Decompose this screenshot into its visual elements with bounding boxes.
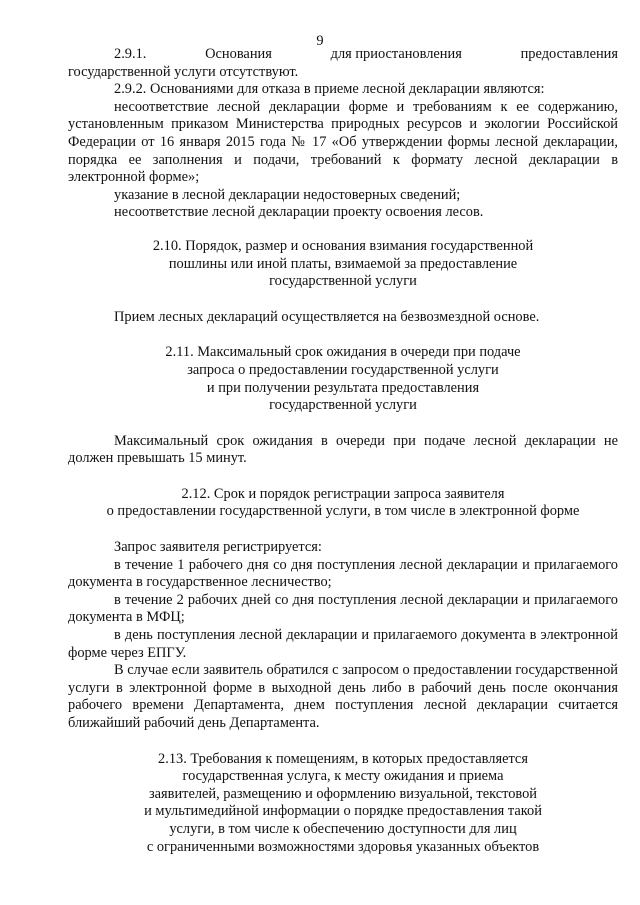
document-body: [68, 46, 618, 856]
heading-line: 2.10. Порядок, размер и основания взимания государственной: [152, 237, 534, 254]
registration-term-item: в течение 2 рабочих дней со дня поступления лесной декларации и прилагаемого документа в МФЦ;: [68, 591, 618, 626]
heading-line: 2.13. Требования к помещениям, в которых предоставляется: [158, 750, 528, 767]
refusal-ground-item: несоответствие лесной декларации форме и требованиям к ее содержанию, установленным приказом Министерства природных ресурсов и экологии Российской Федерации от 16 января 2015 года № 17 «Об утверждении формы лесной декларации, порядка ее заполнения и подачи, требований к формату лесной декларации в электронной форме»;: [68, 98, 618, 186]
page-number: 9: [316, 33, 324, 49]
heading-line: 2.12. Срок и порядок регистрации запроса заявителя: [181, 485, 505, 502]
section-heading-2-13: [68, 751, 618, 857]
heading-line: с ограниченными возможностями здоровья указанных объектов: [146, 838, 540, 855]
paragraph-2-9-1-word: для приостановления: [330, 46, 462, 62]
section-2-10-text: Прием лесных деклараций осуществляется на безвозмездной основе.: [114, 308, 540, 325]
section-2-11-text: Максимальный срок ожидания в очереди при подаче лесной декларации не должен превышать 15 минут.: [68, 432, 618, 467]
heading-line: заявителей, размещению и оформлению визуальной, текстовой: [148, 785, 538, 802]
heading-line: и при получении результата предоставления: [206, 379, 480, 396]
paragraph-2-9-1-word: предоставления: [520, 46, 618, 62]
paragraph-2-9-1-continuation: государственной услуги отсутствуют.: [68, 63, 299, 80]
heading-line: и мультимедийной информации о порядке предоставления такой: [144, 803, 542, 820]
registration-term-item: в течение 1 рабочего дня со дня поступления лесной декларации и прилагаемого документа в государственное лесничество;: [68, 556, 618, 591]
section-heading-2-11: [68, 344, 618, 414]
paragraph-2-9-1-number: 2.9.1.: [114, 46, 147, 62]
registration-term-item: В случае если заявитель обратился с запросом о предоставлении государственной услуги в электронной форме в выходной день либо в рабочий день после окончания рабочего времени Департамента, днем поступления лесной декларации считается ближайший рабочий день Департамента.: [68, 662, 618, 731]
refusal-ground-item: несоответствие лесной декларации проекту освоения лесов.: [114, 204, 484, 221]
section-heading-2-10: [68, 238, 618, 291]
heading-line: государственная услуга, к месту ожидания и приема: [182, 768, 504, 785]
paragraph-2-9-1-first-line: [68, 46, 618, 64]
registration-term-item: в день поступления лесной декларации и прилагаемого документа в электронной форме через ЕПГУ.: [68, 627, 618, 661]
section-heading-2-12: [68, 486, 618, 521]
heading-line: государственной услуги: [269, 273, 417, 290]
heading-line: государственной услуги: [269, 397, 417, 414]
refusal-ground-item: указание в лесной декларации недостоверных сведений;: [114, 186, 461, 203]
paragraph-2-9-2-intro: 2.9.2. Основаниями для отказа в приеме лесной декларации являются:: [114, 81, 545, 98]
heading-line: о предоставлении государственной услуги, в том числе в электронной форме: [106, 503, 580, 520]
heading-line: 2.11. Максимальный срок ожидания в очереди при подаче: [165, 344, 521, 361]
section-2-12-intro: Запрос заявителя регистрируется:: [114, 539, 322, 556]
heading-line: пошлины или иной платы, взимаемой за предоставление: [168, 255, 518, 272]
heading-line: запроса о предоставлении государственной услуги: [187, 361, 499, 378]
heading-line: услуги, в том числе к обеспечению доступности для лиц: [169, 820, 517, 837]
paragraph-2-9-1-word: Основания: [205, 46, 272, 62]
